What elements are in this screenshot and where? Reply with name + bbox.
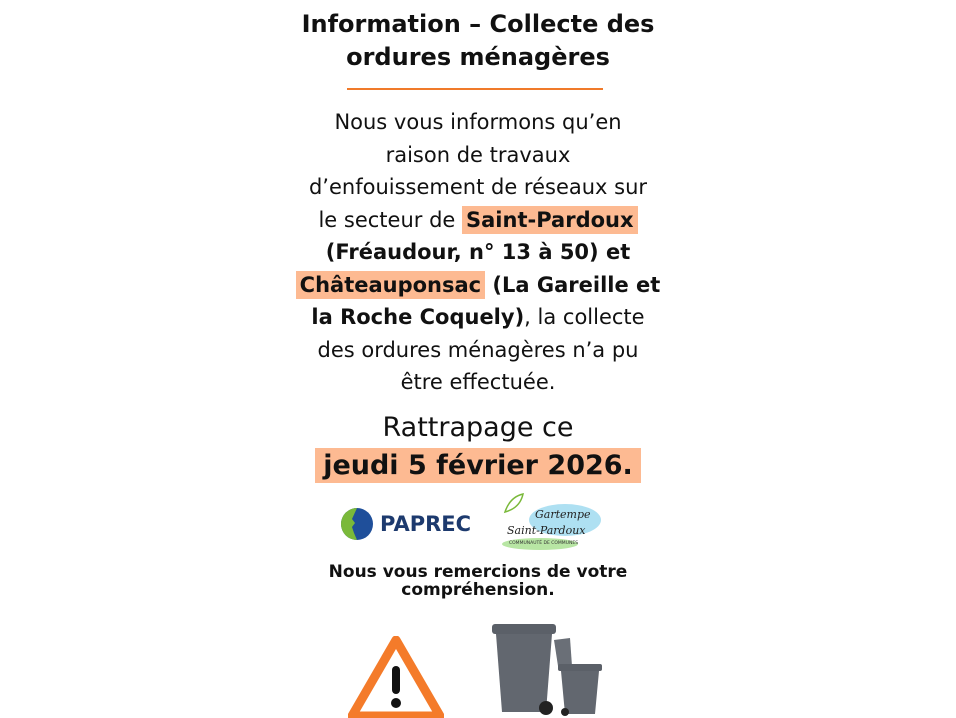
catchup-date xyxy=(0,448,956,484)
catchup-date-text: jeudi 5 février 2026. xyxy=(315,448,641,483)
waste-bins-image xyxy=(490,620,605,717)
svg-text:Saint-Pardoux: Saint-Pardoux xyxy=(507,524,586,537)
text: le secteur de xyxy=(318,207,463,232)
thanks-line: compréhension. xyxy=(401,580,555,600)
body-line: être effectuée. xyxy=(400,370,556,394)
thanks-message xyxy=(0,563,956,599)
body-line xyxy=(0,269,956,302)
title-line: Information – Collecte des xyxy=(301,10,655,38)
title-divider xyxy=(347,88,603,90)
paprec-text: PAPREC xyxy=(380,512,472,536)
warning-icon xyxy=(348,636,444,718)
body-line xyxy=(0,204,956,237)
body-line: (Fréaudour, n° 13 à 50) et xyxy=(325,240,631,264)
page-title xyxy=(0,8,956,74)
body-line: d’enfouissement de réseaux sur xyxy=(308,175,648,199)
logos xyxy=(340,492,610,552)
highlight-saint-pardoux: Saint-Pardoux xyxy=(462,206,638,234)
svg-text:COMMUNAUTÉ DE COMMUNES: COMMUNAUTÉ DE COMMUNES xyxy=(509,541,579,546)
text: , la collecte xyxy=(524,305,645,329)
thanks-line: Nous vous remercions de votre xyxy=(328,562,628,582)
body-line: des ordures ménagères n’a pu xyxy=(317,337,639,362)
paprec-icon xyxy=(340,507,374,541)
paprec-logo xyxy=(340,507,471,541)
body-line xyxy=(0,301,956,334)
body-line: Nous vous informons qu’en xyxy=(334,110,622,134)
svg-text:Gartempe: Gartempe xyxy=(535,508,591,521)
text: la Roche Coquely) xyxy=(311,305,525,329)
body-line: raison de travaux xyxy=(385,142,571,167)
notice-body xyxy=(0,106,956,399)
catchup-label: Rattrapage ce xyxy=(382,412,574,443)
title-line: ordures ménagères xyxy=(346,43,610,71)
text: (La Gareille et xyxy=(485,272,661,297)
highlight-chateauponsac: Châteauponsac xyxy=(296,271,485,299)
gartempe-logo xyxy=(495,492,605,552)
